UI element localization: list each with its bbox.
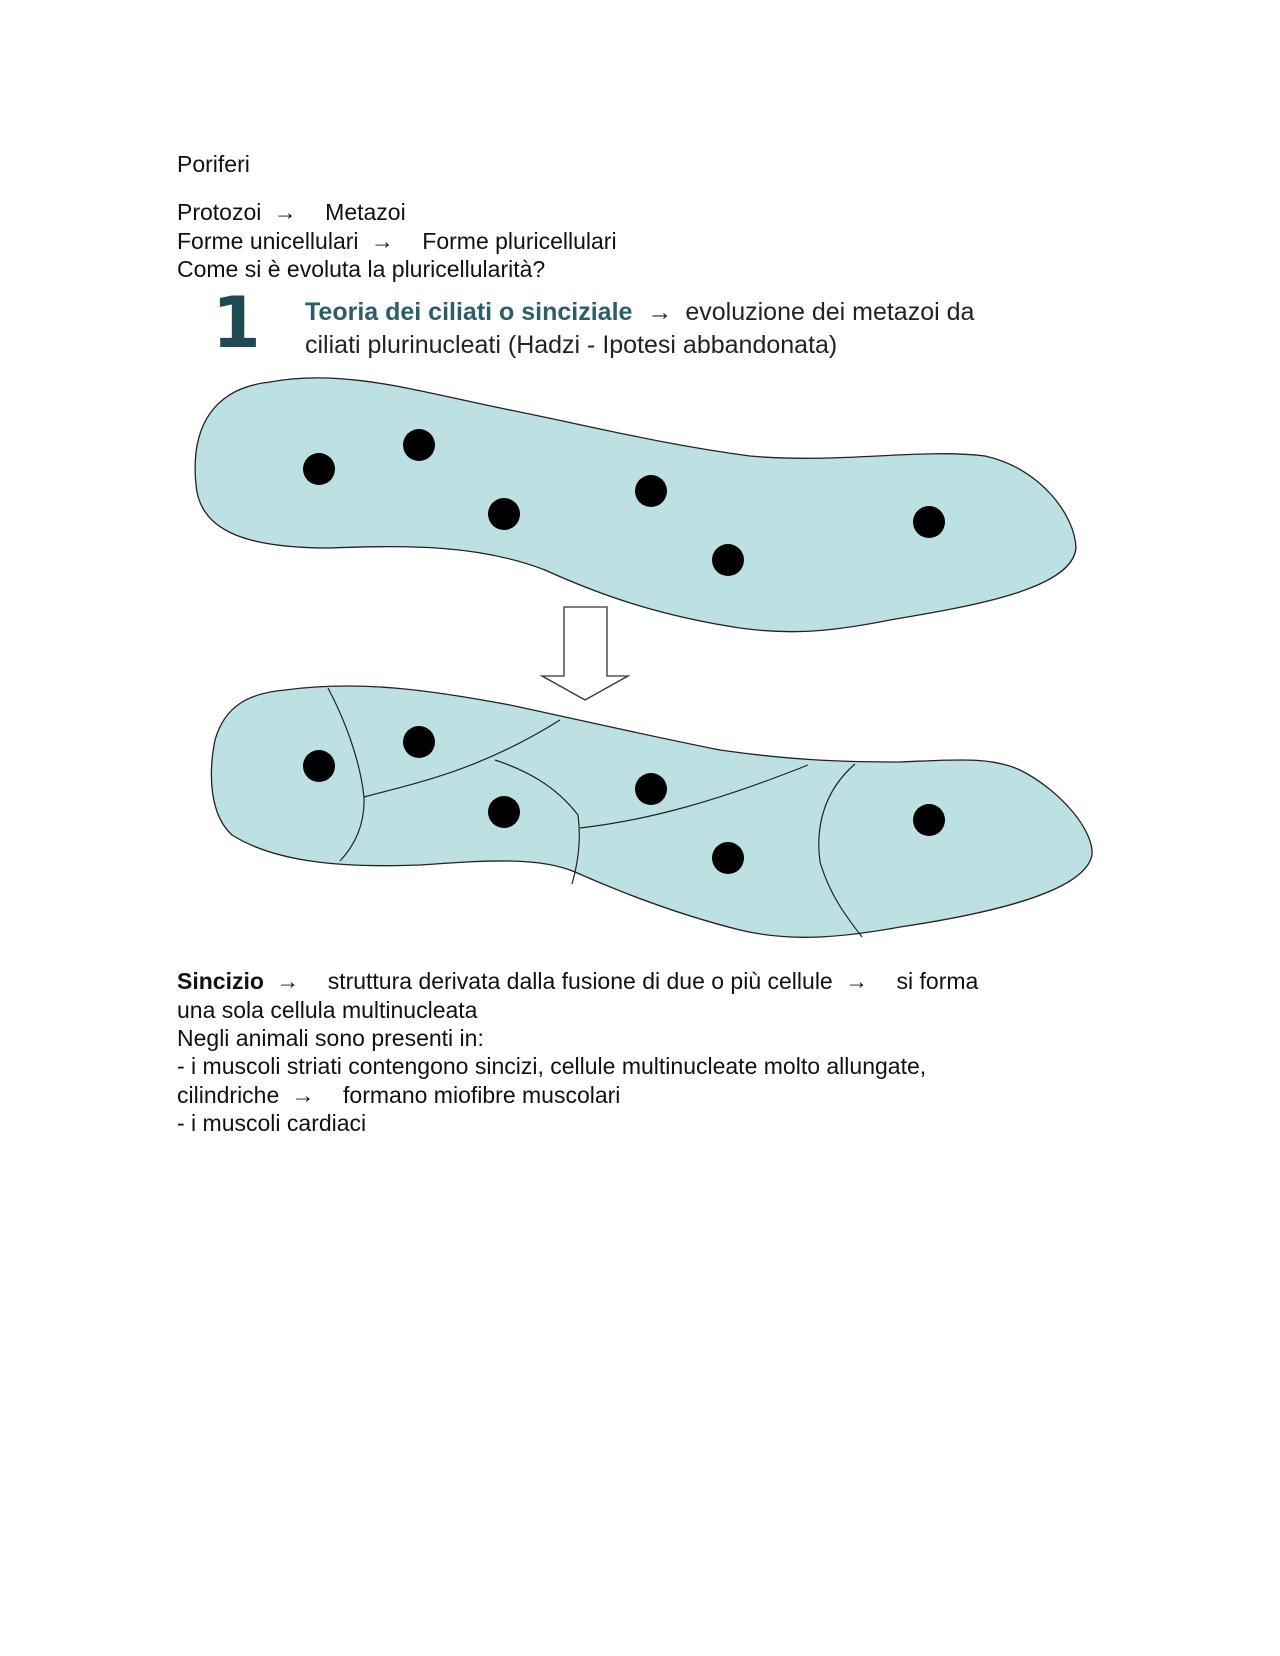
figure-number: 1 — [212, 282, 261, 364]
nucleus — [403, 726, 435, 758]
nucleus — [712, 544, 744, 576]
nucleus — [488, 498, 520, 530]
arrow-icon: → — [845, 968, 869, 994]
list-item: - i muscoli striati contengono sincizi, cellule multinucleate molto allungate, — [177, 1053, 927, 1079]
question-line: Come si è evoluta la pluricellularità? — [177, 256, 546, 282]
nucleus — [635, 773, 667, 805]
figure-title-line2: ciliati plurinucleati (Hadzi - Ipotesi abbandonata) — [305, 331, 838, 359]
figure-title-rest: evoluzione dei metazoi da — [685, 298, 975, 326]
arrow-icon: → — [291, 1082, 315, 1108]
sincizio-text-b: si forma — [896, 968, 979, 994]
metazoi-text: Metazoi — [325, 199, 406, 225]
forme-pluri-text: Forme pluricellulari — [422, 228, 617, 254]
nucleus — [403, 429, 435, 461]
down-arrow-icon — [542, 607, 628, 700]
list-item: - i muscoli cardiaci — [177, 1110, 367, 1136]
protozoi-text: Protozoi — [177, 199, 262, 225]
forme-uni-text: Forme unicellulari — [177, 228, 359, 254]
arrow-icon: → — [273, 199, 297, 225]
arrow-icon: → — [370, 228, 394, 254]
sincizio-line2: una sola cellula multinucleata — [177, 997, 478, 1023]
nucleus — [913, 506, 945, 538]
negli-line: Negli animali sono presenti in: — [177, 1025, 484, 1051]
metazoan-body — [211, 686, 1092, 937]
page-title: Poriferi — [177, 151, 250, 177]
list-item-cont — [177, 1081, 620, 1109]
nucleus — [913, 804, 945, 836]
cilindriche-text: cilindriche — [177, 1082, 280, 1108]
nucleus — [488, 796, 520, 828]
nucleus — [712, 842, 744, 874]
arrow-icon: → — [276, 968, 300, 994]
miofibre-text: formano miofibre muscolari — [343, 1082, 621, 1108]
sincizio-text: struttura derivata dalla fusione di due o più cellule — [327, 968, 833, 994]
sincizio-line — [177, 967, 978, 995]
sincizio-label: Sincizio — [177, 968, 264, 994]
nucleus — [303, 453, 335, 485]
figure-title-bold: Teoria dei ciliati o sinciziale — [305, 298, 633, 326]
nucleus — [303, 750, 335, 782]
ciliate-body — [195, 378, 1076, 632]
arrow-icon: → — [647, 298, 673, 326]
nucleus — [635, 475, 667, 507]
